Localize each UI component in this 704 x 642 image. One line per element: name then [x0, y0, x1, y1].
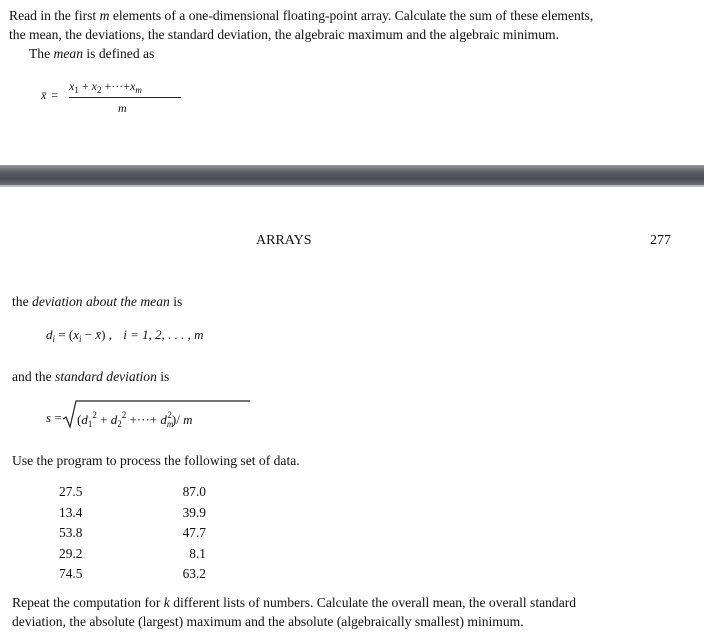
- repeat-paragraph-line-1: [12, 593, 576, 612]
- num-sub-2: 2: [96, 85, 102, 95]
- num-dots: ···: [111, 79, 124, 93]
- fraction-bar: [69, 97, 181, 98]
- num-x2: x: [91, 79, 97, 93]
- intro-var-m: m: [99, 8, 110, 23]
- deviation-formula: $d_i = (x_i$ − x̄) , i = 1, 2, . . . , m: [46, 327, 204, 344]
- num-x1: x: [69, 79, 75, 93]
- mean-term: mean: [53, 46, 83, 61]
- deviation-term: deviation about the mean: [32, 294, 170, 309]
- std-intro: [12, 367, 169, 386]
- data-column-2: [170, 482, 206, 585]
- intro-text: Read in the first: [9, 8, 100, 23]
- mean-definition-intro: [29, 44, 154, 63]
- equals-sign: =: [51, 88, 59, 102]
- rad-dots: ···: [136, 412, 150, 427]
- data-value: 53.8: [59, 525, 83, 540]
- rad-sq-1: 2: [92, 410, 97, 420]
- page-separator-edge: [0, 185, 704, 187]
- rad-dm: d: [160, 412, 167, 427]
- dev-x-bar: x̄: [95, 327, 102, 342]
- data-value: 74.5: [59, 566, 83, 581]
- num-plus-1: +: [81, 79, 89, 93]
- page-separator: [0, 165, 704, 185]
- intro-text-cont: elements of a one-dimensional floating-point array. Calculate the sum of these elements,: [109, 8, 594, 23]
- std-formula-radicand: ($d_1^2 + d_2^2$ +···+ $d_m^2)/$ m: [77, 410, 193, 429]
- rad-div-m: m: [183, 412, 193, 427]
- repeat-text: Repeat the computation for: [12, 595, 164, 610]
- intro-paragraph-line-1: [9, 6, 593, 25]
- rad-sub-m: m: [166, 419, 174, 429]
- mean-formula-lhs: [41, 88, 58, 103]
- data-value: 63.2: [182, 566, 206, 581]
- intro-paragraph-line-2: the mean, the deviations, the standard deviation, the algebraic maximum and the algebraic minimum.: [9, 27, 559, 42]
- running-title: ARRAYS: [256, 233, 312, 248]
- rad-d2: d: [110, 412, 118, 427]
- use-program-instruction: Use the program to process the following set of data.: [12, 453, 300, 468]
- data-value: 39.9: [182, 504, 206, 520]
- num-plus-3: +: [123, 79, 130, 93]
- num-plus-2: +: [104, 79, 112, 93]
- repeat-var-k: k: [163, 595, 170, 610]
- dev-d: d: [46, 327, 53, 342]
- data-value: 27.5: [59, 484, 83, 499]
- dev-x: x: [73, 327, 79, 342]
- std-intro-text-end: is: [156, 369, 170, 384]
- data-value: 8.1: [189, 545, 206, 561]
- std-term: standard deviation: [55, 369, 157, 384]
- page-number: 277: [650, 233, 671, 248]
- mean-formula-denominator: m: [118, 101, 127, 115]
- rad-sq-2: 2: [121, 410, 127, 420]
- num-sub-1: 1: [74, 85, 79, 95]
- data-value: 29.2: [59, 545, 83, 561]
- mean-intro-text: The: [29, 46, 54, 61]
- std-s: s: [46, 410, 52, 425]
- repeat-paragraph-line-2: deviation, the absolute (largest) maximum and the absolute (algebraically smallest) minimum.: [12, 614, 524, 629]
- data-value: 13.4: [59, 504, 83, 520]
- data-column-1: [59, 482, 82, 585]
- mean-formula-numerator: [69, 79, 142, 95]
- num-sub-m: m: [135, 85, 142, 95]
- std-formula-lhs: s =: [46, 410, 62, 425]
- dev-intro-text-end: is: [169, 294, 183, 309]
- dev-index-range: i = 1, 2, . . . , m: [123, 327, 204, 342]
- repeat-text-cont: different lists of numbers. Calculate the overall mean, the overall standard: [169, 595, 577, 610]
- mean-intro-text-end: is defined as: [83, 46, 155, 61]
- deviation-intro: [12, 292, 182, 311]
- num-xm: x: [130, 79, 136, 93]
- data-value: 87.0: [182, 484, 206, 499]
- x-bar-symbol: x̄: [41, 88, 47, 102]
- dev-sub-i-2: i: [78, 334, 82, 344]
- dev-sub-i: i: [52, 334, 56, 344]
- dev-intro-text: the: [12, 294, 33, 309]
- std-intro-text: and the: [12, 369, 56, 384]
- rad-sq-m: 2: [167, 410, 172, 420]
- rad-d1: d: [81, 412, 88, 427]
- data-value: 47.7: [182, 525, 206, 540]
